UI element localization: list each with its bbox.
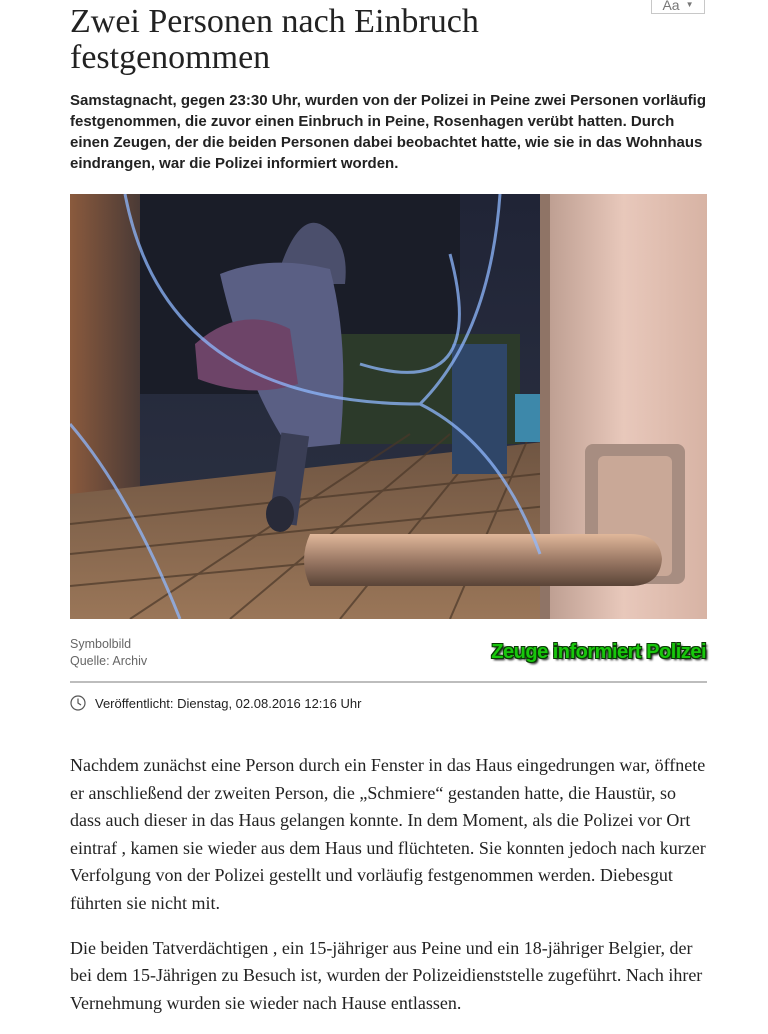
caption-label: Symbolbild xyxy=(70,637,132,651)
image-caption xyxy=(70,636,147,670)
article-body xyxy=(70,752,710,1034)
chevron-down-icon: ▼ xyxy=(685,0,694,9)
article-headline: Zwei Personen nach Einbruch festgenommen xyxy=(70,3,479,76)
article-paragraph: Nachdem zunächst eine Person durch ein Fenster in das Haus eingedrungen war, öffnete er anschließend der zweiten Person, die „Schmiere“ gestanden hatte, die Haustür, so dass auch dieser in das Haus gelangen konnte. In dem Moment, als die Polizei vor Ort eintraf , kamen sie wieder aus dem Haus und flüchteten. Sie konnten jedoch nach kurzer Verfolgung von der Polizei gestellt und vorläufig festgenommen werden. Diebesgut führten sie nicht mit. xyxy=(70,755,706,913)
burglary-symbol-image xyxy=(70,194,707,619)
article-photo xyxy=(70,194,707,619)
article-paragraph: Die beiden Tatverdächtigen , ein 15-jähriger aus Peine und ein 18-jähriger Belgier, der bei dem 15-Jährigen zu Besuch ist, wurden der Polizeidienststelle zugeführt. Nach ihrer Vernehmung wurden sie wieder nach Hause entlassen. xyxy=(70,937,703,1013)
caption-source: Quelle: Archiv xyxy=(70,654,148,668)
font-size-button[interactable] xyxy=(651,0,705,14)
divider xyxy=(70,681,707,683)
clock-icon xyxy=(70,695,86,711)
font-size-label: Aa xyxy=(662,0,680,13)
article-lead: Samstagnacht, gegen 23:30 Uhr, wurden von der Polizei in Peine zwei Personen vorläufig festgenommen, die zuvor einen Einbruch in Peine, Rosenhagen verübt hatten. Durch einen Zeugen, der die beiden Personen dabei beobachtet hatte, wie sie in das Wohnhaus eindrangen, war die Polizei informiert worden. xyxy=(70,92,706,172)
image-tagline: Zeuge informiert Polizei xyxy=(491,641,706,663)
publish-date-text: Veröffentlicht: Dienstag, 02.08.2016 12:16 Uhr xyxy=(95,695,362,711)
publish-date xyxy=(70,695,361,711)
